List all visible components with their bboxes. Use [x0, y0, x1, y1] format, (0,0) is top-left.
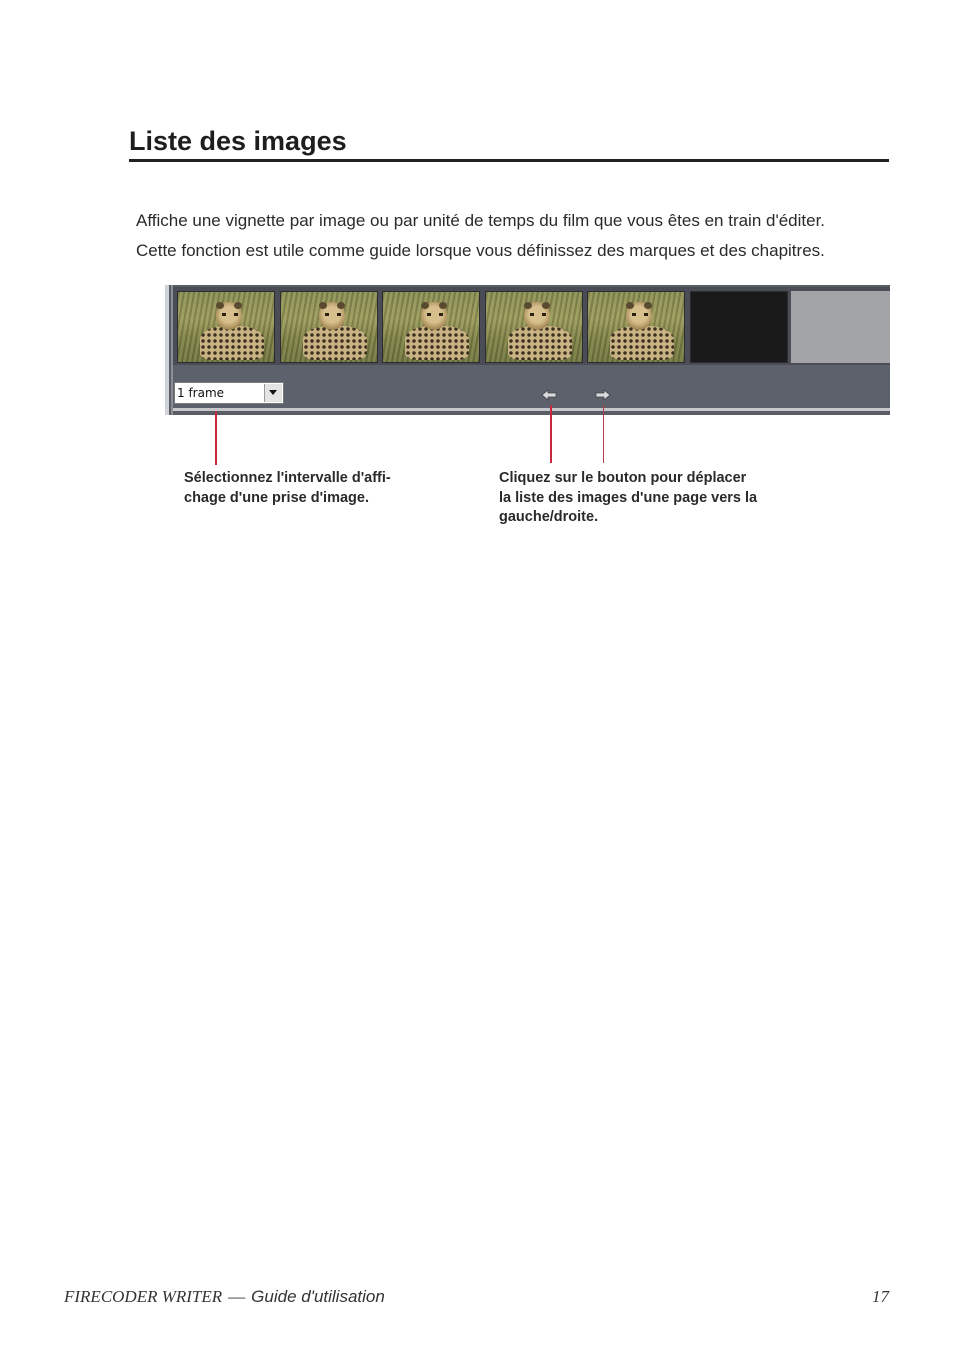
frame-thumbnail[interactable]: [485, 291, 583, 363]
callout-interval-line-2: chage d'une prise d'image.: [184, 489, 369, 506]
callout-arrows-line-1: Cliquez sur le bouton pour déplacer: [499, 470, 747, 486]
panel-bottom-border: [173, 408, 890, 411]
intro-paragraph-2: Cette fonction est utile comme guide lorsque vous définissez des marques et des chapitres.: [136, 241, 825, 260]
page-title: Liste des images: [129, 126, 889, 162]
frame-thumbnail[interactable]: [587, 291, 685, 363]
panel-edge: [165, 285, 169, 415]
chevron-down-icon[interactable]: [264, 384, 282, 402]
footer-guide: Guide d'utilisation: [251, 1287, 385, 1306]
footer-brand: FIRECODER WRITER: [64, 1287, 223, 1306]
thumbnail-strip: [173, 287, 890, 365]
callout-arrows-line-3: gauche/droite.: [499, 509, 599, 525]
callout-arrows-text: [499, 469, 757, 528]
arrow-left-icon[interactable]: [541, 388, 557, 402]
intro-paragraph-1: Affiche une vignette par image ou par unité de temps du film que vous êtes en train d'éditer.: [136, 211, 826, 230]
callout-arrows-line-2: la liste des images d'une page vers la: [499, 489, 758, 506]
interval-select-value: 1 frame: [177, 386, 225, 400]
callout-line-next: [603, 405, 604, 463]
frame-thumbnail[interactable]: [177, 291, 275, 363]
callout-line-prev: [550, 405, 552, 463]
blank-frame-thumbnail[interactable]: [690, 291, 788, 363]
empty-strip-area: [791, 291, 890, 363]
frame-thumbnail[interactable]: [280, 291, 378, 363]
callout-interval-line-1: Sélectionnez l'intervalle d'affi-: [184, 470, 391, 486]
footer-separator: —: [228, 1287, 246, 1306]
page-number: 17: [872, 1287, 889, 1306]
interval-select[interactable]: [174, 382, 284, 404]
callout-interval-text: [184, 469, 391, 508]
frame-thumbnail[interactable]: [382, 291, 480, 363]
footer-title: [64, 1287, 385, 1307]
callout-line-interval: [215, 411, 217, 465]
arrow-right-icon[interactable]: [595, 388, 611, 402]
